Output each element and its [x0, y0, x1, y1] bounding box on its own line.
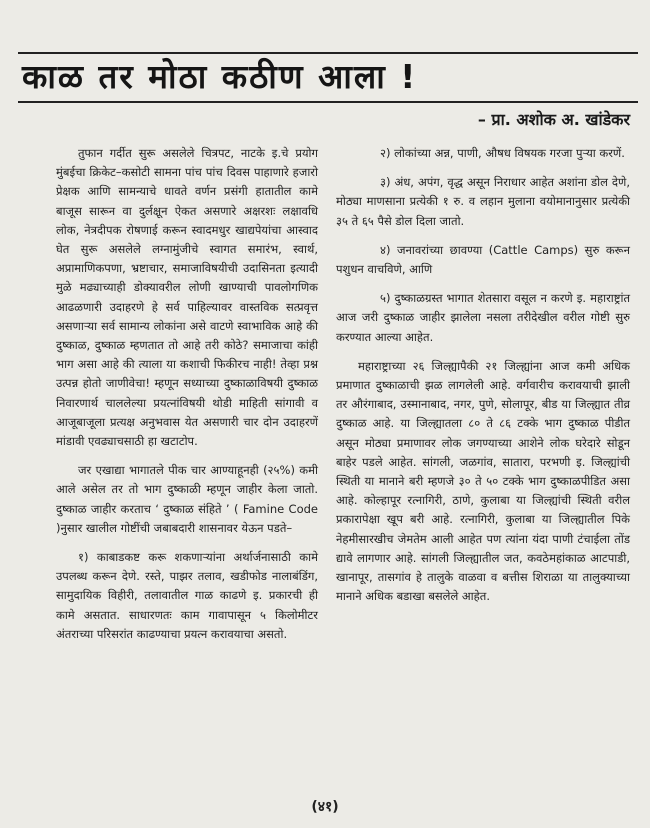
title-bottom-rule — [18, 101, 638, 103]
author-byline: – प्रा. अशोक अ. खांडेकर — [477, 110, 630, 129]
intro-paragraph: तुफान गर्दीत सुरू असलेले चित्रपट, नाटके इ.चे प्रयोग मुंबईचा क्रिकेट–कसोटी सामना पांच पांच दिवस पाहाणारे हजारो प्रेक्षक आणि सामन्याचे धावते वर्णन प्रसंगी हातातील कामे बाजूस सारून वा दुर्लक्षून ऐकत असणारे अक्षरशः लक्षावधि लोक, नेत्रदीपक रोषणाई करून स्वादमधुर खाद्यपेयांचा आस्वाद घेत सुरू असलेले लग्नामुंजीचे स्वागत समारंभ, स्वार्थ, अप्रामाणिकपणा, भ्रष्टाचार, समाजाविषयीची उदासिनता इत्यादी मुळे मढ्याच्याही डोक्यावरील लोणी खाण्याची पावलोगणिक आढळणारी उदाहरणे हे सर्व पाहिल्यावर वास्तविक सत्प्रवृत्त असणाऱ्या सर्व सामान्य लोकांना असे वाटणे स्वाभाविक आहे की दुष्काळ, दुष्काळ म्हणतात तो आहे तरी कोठे? समाजाचा कांही भाग असा आहे की त्याला या कशाची फिकीरच नाही! तेव्हा प्रश्न उत्पन्न होतो जाणीवेचा! म्हणून सध्याच्या दुष्काळाविषयी दुष्काळ निवारणार्थ चाललेल्या प्रयत्नांविषयी थोडी माहिती सांगावी व आजूबाजूला प्रत्यक्ष अनुभवास येत असणारी चार दोन उदाहरणें मांडावी एवढ्याचसाठी हा खटाटोप. — [56, 146, 318, 449]
relief-item-4: ४) जनावरांच्या छावण्या (Cattle Camps) सुरु करून पशुधन वाचविणे, आणि — [336, 242, 630, 277]
relief-item-5: ५) दुष्काळग्रस्त भागात शेतसारा वसूल न करणे इ. महाराष्ट्रांत आज जरी दुष्काळ जाहीर झालेला नसला तरीदेखील वरील गोष्टी सुरु करण्यात आल्या आहेत. — [336, 291, 630, 344]
relief-item-1: १) काबाडकष्ट करू शकणाऱ्यांना अर्थार्जनासाठी कामे उपलब्ध करून देणे. रस्ते, पाझर तलाव, खडीफोड नालाबंडिंग, सामुदायिक विहीरी, तलावातील गाळ काढणे इ. प्रकारची ही कामे असतात. साधारणतः काम गावापासून ५ किलोमीटर अंतराच्या परिसरांत काढण्याचा प्रयत्न करावयाचा असतो. — [56, 550, 318, 641]
left-column — [56, 144, 318, 654]
page-number: (४१) — [311, 799, 339, 815]
famine-code-paragraph: जर एखाद्या भागातले पीक चार आण्याहूनही (२५%) कमी आले असेल तर तो भाग दुष्काळी म्हणून जाहीर केला जातो. दुष्काळ जाहीर करताच ‘ दुष्काळ संहिते ’ ( Famine Code )नुसार खालील गोष्टींची जबाबदारी शासनावर येऊन पडते– — [56, 463, 318, 535]
article-title: काळ तर मोठा कठीण आला ! — [22, 57, 418, 96]
relief-item-2: २) लोकांच्या अन्न, पाणी, औषध विषयक गरजा पुऱ्या करणें. — [380, 146, 625, 160]
relief-item-3: ३) अंध, अपंग, वृद्ध असून निराधार आहेत अशांना डोल देणे, मोठ्या माणसाना प्रत्येकी १ रु. व लहान मुलाना वयोमानानुसार प्रत्येकी ३५ ते ६५ पैसे डोल दिला जातो. — [336, 175, 630, 228]
districts-paragraph: महाराष्ट्राच्या २६ जिल्ह्यापैकी २१ जिल्ह्यांना आज कमी अधिक प्रमाणात दुष्काळाची झळ लागलेली आहे. वर्गवारीच करावयाची झाली तर औरंगाबाद, उस्मानाबाद, नगर, पुणे, सोलापूर, बीड या जिल्ह्यात तीव्र दुष्काळ आहे. या जिल्ह्यातला ८० ते ८६ टक्के भाग दुष्काळ पीडीत असून मोठ्या प्रमाणावर लोक जगण्याच्या आशेने लोक घरेदारे सोडून बाहेर पडले आहेत. सांगली, जळगांव, सातारा, परभणी इ. जिल्ह्यांची स्थिती या मानाने बरी म्हणजे ३० ते ५० टक्के भाग दुष्काळपीडित असा आहे. कोल्हापूर रत्नागिरी, ठाणे, कुलाबा या जिल्ह्यांची स्थिती वरील प्रकारापेक्षा खूप बरी आहे. रत्नागिरी, कुलाबा या जिल्ह्यातील पिके नेहमीसारखीच जेमतेम आली आहेत पण त्यांना यंदा पाणी टंचाईला तोंड द्यावे लागणार आहे. सांगली जिल्ह्यातील जत, कवठेमहांकाळ आटपाडी, खानापूर, तासगांव हे तालुके वाळवा व बत्तीस शिराळा या तालुक्याच्या मानाने अधिक बडाखा बसलेले आहेत. — [336, 358, 630, 604]
right-column — [336, 144, 630, 616]
